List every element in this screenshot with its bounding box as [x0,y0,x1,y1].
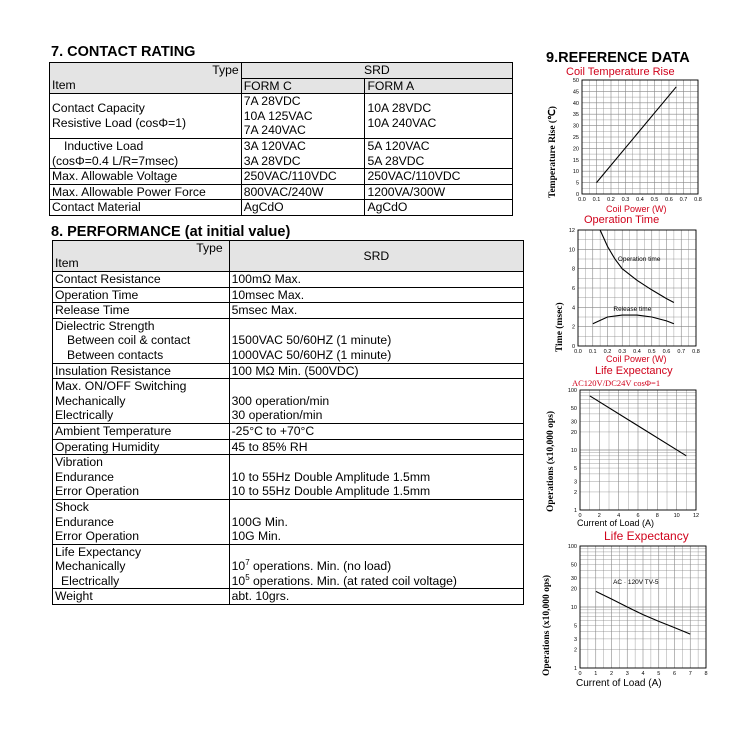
x-axis-label: Current of Load (A) [577,518,655,528]
row-label: Ambient Temperature [53,423,230,439]
y-tick-label: 40 [572,100,579,107]
y-tick-label: 45 [572,89,579,96]
table-row [50,200,513,216]
y-tick-label: 100 [567,544,577,550]
table-row [50,184,513,200]
table-row [50,94,513,139]
y-tick-label: 10 [572,169,579,176]
y-tick-label: 5 [573,623,577,630]
y-tick-label: 5 [573,466,577,473]
row-value: 5msec Max. [229,303,523,319]
row-value [229,544,523,589]
x-tick-label: 4 [617,513,621,519]
performance-table [52,240,524,605]
x-axis-label: Coil Power (W) [606,354,667,364]
row-label: Inductive Load (cosΦ=0.4 L/R=7msec) [50,138,242,168]
y-tick-label: 2 [573,489,577,496]
x-axis-label: Coil Power (W) [606,204,667,214]
x-tick-label: 0.4 [633,349,641,355]
x-tick-label: 2 [609,671,614,677]
row-value: 10msec Max. [229,287,523,303]
x-tick-label: 2 [597,513,601,519]
x-tick-label: 0.7 [679,197,688,203]
row-label: Contact Material [50,200,242,216]
y-tick-label: 35 [572,112,579,119]
x-tick-label: 0 [578,513,582,519]
x-tick-label: 1 [594,671,598,677]
row-label: Life Expectancy Mechanically Electrically [53,544,230,589]
y-tick-label: 3 [573,479,577,486]
row-value: abt. 10grs. [229,589,523,605]
row-label: Shock Endurance Error Operation [53,499,230,544]
table-row [53,589,524,605]
table-header-row [53,241,524,272]
x-tick-label: 10 [673,513,680,519]
y-tick-label: 3 [573,636,577,643]
table-row [53,303,524,319]
form-c-value: 800VAC/240W [241,184,365,200]
chart-title: Operation Time [584,214,660,226]
model-header: SRD [229,241,523,272]
table-row [53,272,524,288]
row-label: Vibration Endurance Error Operation [53,455,230,500]
x-tick-label: 0.6 [662,349,671,355]
y-axis-label: Time (msec) [555,302,565,352]
y-tick-label: 1 [573,666,577,672]
table-row [53,318,524,363]
x-tick-label: 0.2 [603,349,612,355]
performance-title: 8. PERFORMANCE (at initial value) [51,224,291,240]
x-tick-label: 0.2 [607,197,615,203]
y-tick-label: 8 [571,266,575,273]
contact-rating-title: 7. CONTACT RATING [51,44,196,60]
x-tick-label: 0.7 [677,349,686,355]
x-tick-label: 0 [578,671,582,677]
row-value: 100G Min. 10G Min. [229,499,523,544]
series-line [593,315,674,324]
item-header: Item [50,78,242,94]
form-a-value: AgCdO [365,200,513,216]
y-tick-label: 10 [568,247,575,254]
form-a-value: 10A 28VDC 10A 240VAC [365,94,513,139]
x-tick-label: 8 [704,671,708,677]
row-label: Weight [53,589,230,605]
y-tick-label: 2 [573,647,577,654]
form-a-value: 5A 120VAC 5A 28VDC [365,138,513,168]
y-tick-label: 25 [572,135,579,141]
form-a-header: FORM A [365,78,513,94]
form-c-header: FORM C [241,78,365,94]
form-c-value: 250VAC/110VDC [241,169,365,185]
row-label: Insulation Resistance [53,363,230,379]
chart-title: Life Expectancy [604,529,689,543]
table-header-row [50,63,513,79]
reference-title: 9.REFERENCE DATA [546,50,690,66]
form-c-value: 7A 28VDC 10A 125VAC 7A 240VAC [241,94,365,139]
annotation-label: Operation time [617,255,661,263]
x-tick-label: 0.1 [588,349,597,355]
contact-rating-table [49,62,513,216]
type-header: Type [50,63,242,79]
row-label: Contact Resistance [53,272,230,288]
annotation-label: AC · 120V TV-5 [613,578,659,586]
y-tick-label: 10 [570,605,577,611]
form-a-value: 1200VA/300W [365,184,513,200]
y-tick-label: 10 [570,448,577,454]
table-row [50,138,513,168]
y-tick-label: 50 [572,78,579,84]
x-tick-label: 0.5 [650,197,659,203]
x-tick-label: 0.5 [647,349,656,355]
life-expectancy-chart-2 [560,542,710,682]
chart-subtitle: AC120V/DC24V cosΦ=1 [572,378,661,388]
x-tick-label: 0.4 [636,197,644,203]
table-row [53,423,524,439]
y-tick-label: 30 [570,575,577,582]
x-tick-label: 0.8 [692,349,700,355]
y-tick-label: 30 [570,419,577,426]
y-tick-label: 100 [567,388,577,394]
row-label: Dielectric Strength Between coil & contact Between contacts [53,318,230,363]
x-tick-label: 12 [692,513,700,519]
table-header-row [50,78,513,94]
x-tick-label: 0.6 [665,197,673,203]
x-tick-label: 0.8 [694,197,702,203]
y-tick-label: 4 [571,305,575,312]
life-expectancy-chart [560,388,710,523]
x-tick-label: 5 [657,671,661,677]
x-tick-label: 0.0 [578,197,586,203]
row-value: 100 MΩ Min. (500VDC) [229,363,523,379]
x-tick-label: 3 [625,671,629,677]
row-label: Max. Allowable Power Force [50,184,242,200]
table-row [53,363,524,379]
y-tick-label: 20 [570,586,577,593]
row-value: 10 to 55Hz Double Amplitude 1.5mm 10 to 55Hz Double Amplitude 1.5mm [229,455,523,500]
form-c-value: AgCdO [241,200,365,216]
x-tick-label: 0.3 [618,349,627,355]
row-label: Max. Allowable Voltage [50,169,242,185]
type-item-header: Type Item [53,241,230,272]
row-value: 300 operation/min 30 operation/min [229,379,523,424]
y-axis-label: Temperature Rise (℃) [548,106,558,198]
table-row [53,544,524,589]
row-label: Max. ON/OFF Switching Mechanically Electrically [53,379,230,424]
row-label: Operating Humidity [53,439,230,455]
chart-title: Life Expectancy [595,365,673,377]
y-tick-label: 0 [571,344,575,350]
series-line [597,87,677,183]
table-row [53,439,524,455]
row-value: 45 to 85% RH [229,439,523,455]
y-axis-label: Operations (x10,000 ops) [546,410,556,512]
table-row [53,379,524,424]
form-a-value: 250VAC/110VDC [365,169,513,185]
table-row [50,169,513,185]
y-tick-label: 2 [571,324,575,331]
operation-time-chart [560,228,710,358]
x-tick-label: 6 [672,671,677,677]
row-value: -25°C to +70°C [229,423,523,439]
table-row [53,455,524,500]
coil-temperature-chart [560,78,710,218]
x-axis-label: Current of Load (A) [576,678,662,689]
table-row [53,499,524,544]
y-tick-label: 30 [572,123,579,130]
y-tick-label: 0 [575,192,579,198]
row-value: 1500VAC 50/60HZ (1 minute) 1000VAC 50/60HZ (1 minute) [229,318,523,363]
x-tick-label: 0.1 [592,197,601,203]
x-tick-label: 7 [688,671,692,677]
chart-title: Coil Temperature Rise [566,66,675,78]
y-tick-label: 20 [570,429,577,436]
x-tick-label: 0.0 [574,349,582,355]
y-tick-label: 6 [571,286,575,292]
life-mechanical-value: $10^7$ operations. Min. (no load) [231,558,392,574]
row-value: 100mΩ Max. [229,272,523,288]
y-tick-label: 50 [570,562,577,569]
x-tick-label: 8 [655,513,659,519]
y-tick-label: 12 [568,228,575,234]
form-c-value: 3A 120VAC 3A 28VDC [241,138,365,168]
model-header: SRD [241,63,512,79]
x-tick-label: 0.3 [621,197,630,203]
y-tick-label: 1 [573,508,577,514]
y-axis-label: Operations (x10,000 ops) [542,574,552,676]
life-electrical-value: $10^5$ operations. Min. (at rated coil voltage) [231,572,457,588]
y-tick-label: 5 [575,180,579,187]
annotation-label: Release time [613,306,652,314]
y-tick-label: 50 [570,406,577,413]
row-label: Operation Time [53,287,230,303]
row-label: Release Time [53,303,230,319]
y-tick-label: 20 [572,146,579,153]
table-row [53,287,524,303]
x-tick-label: 4 [641,671,645,677]
x-tick-label: 6 [636,513,640,519]
row-label: Contact Capacity Resistive Load (cosΦ=1) [50,94,242,139]
y-tick-label: 15 [572,157,579,164]
